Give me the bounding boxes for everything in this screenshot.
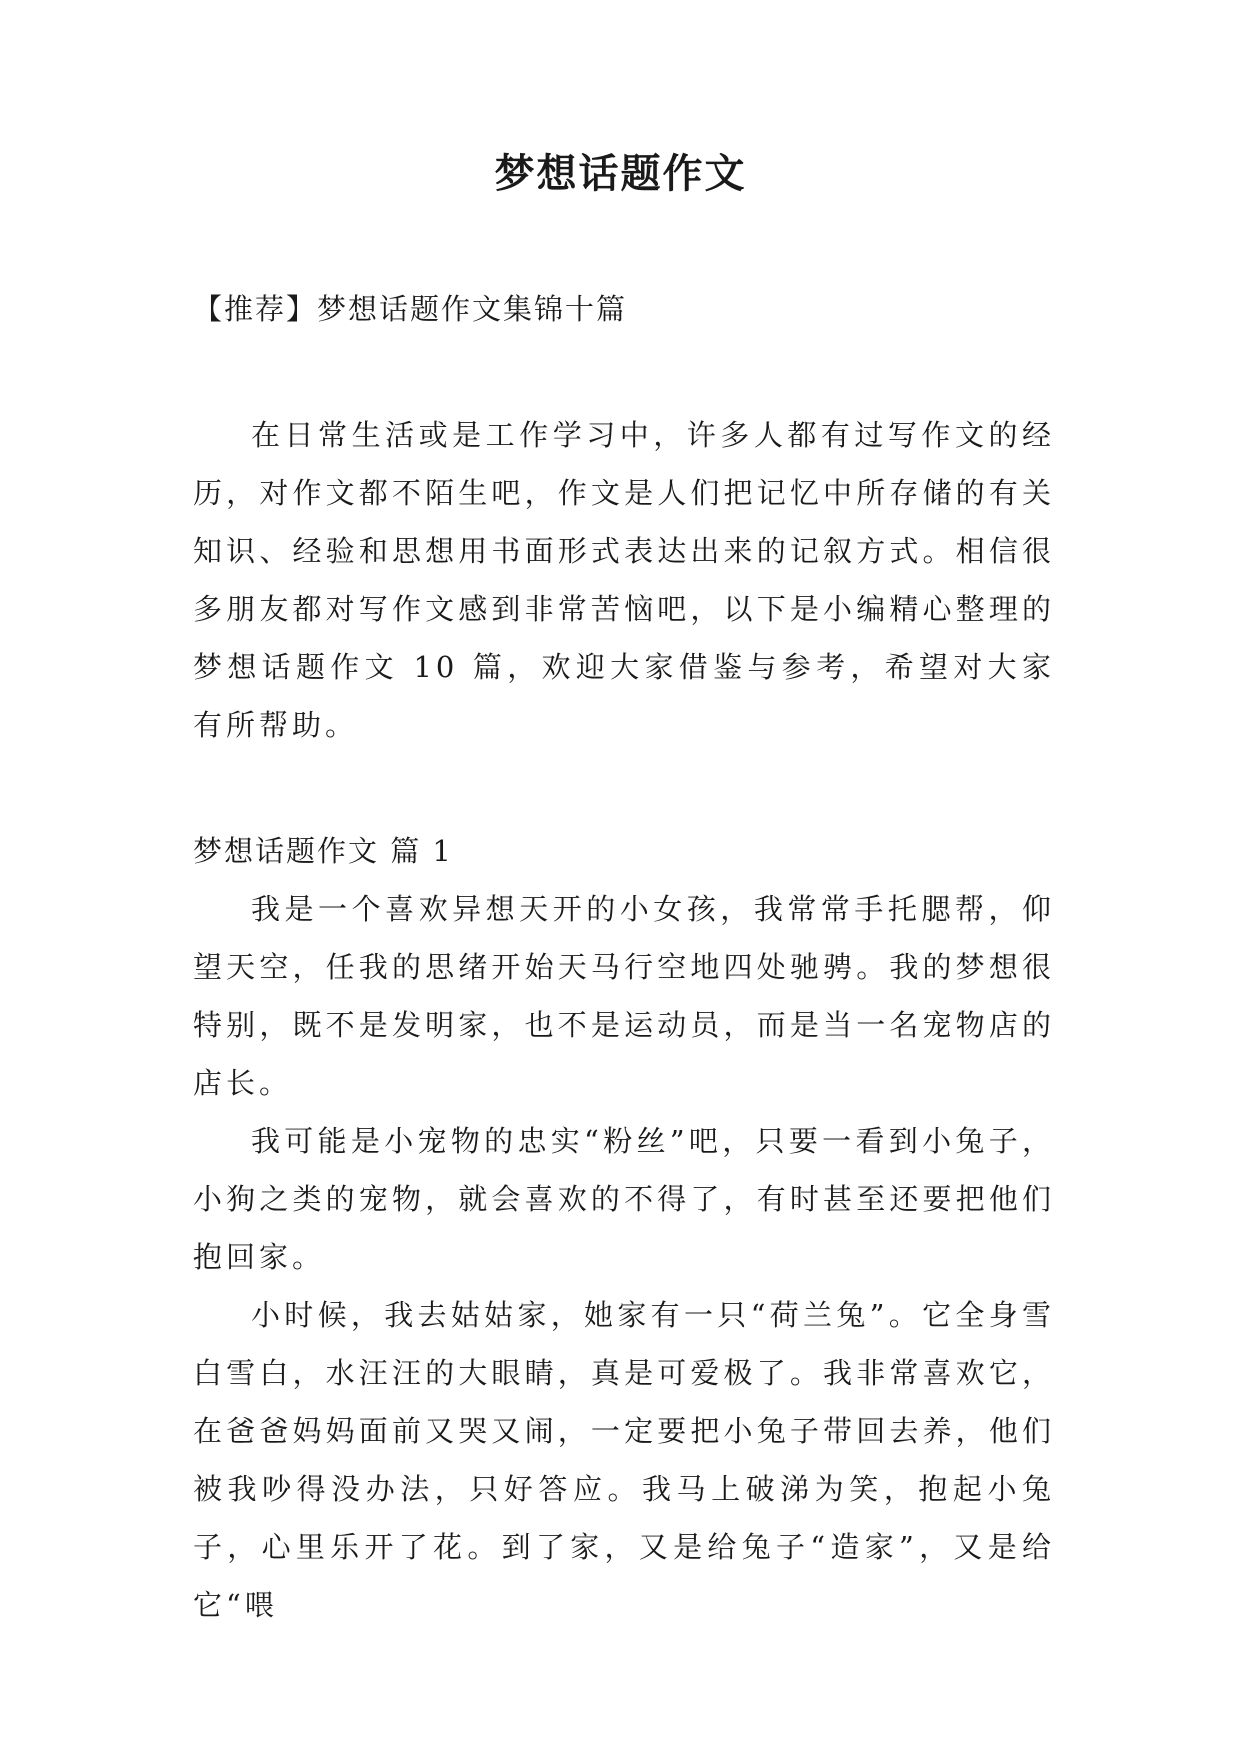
body-paragraph: 我可能是小宠物的忠实“粉丝”吧，只要一看到小兔子，小狗之类的宠物，就会喜欢的不得了，有时甚至还要把他们抱回家。 (193, 1124, 1055, 1274)
body-paragraph: 我是一个喜欢异想天开的小女孩，我常常手托腮帮，仰望天空，任我的思绪开始天马行空地四处驰骋。我的梦想很特别，既不是发明家，也不是运动员，而是当一名宠物店的店长。 (193, 892, 1055, 1100)
document-body (193, 280, 1055, 1634)
intro-paragraph: 在日常生活或是工作学习中，许多人都有过写作文的经历，对作文都不陌生吧，作文是人们把记忆中所存储的有关知识、经验和思想用书面形式表达出来的记叙方式。相信很多朋友都对写作文感到非常苦恼吧，以下是小编精心整理的梦想话题作文 10 篇，欢迎大家借鉴与参考，希望对大家有所帮助。 (193, 418, 1055, 742)
document-title: 梦想话题作文 (494, 150, 747, 197)
body-paragraph: 小时候，我去姑姑家，她家有一只“荷兰兔”。它全身雪白雪白，水汪汪的大眼睛，真是可爱极了。我非常喜欢它，在爸爸妈妈面前又哭又闹，一定要把小兔子带回去养，他们被我吵得没办法，只好答应。我马上破涕为笑，抱起小兔子，心里乐开了花。到了家，又是给兔子“造家”，又是给它“喂 (193, 1298, 1055, 1622)
document-subtitle: 【推荐】梦想话题作文集锦十篇 (193, 292, 628, 326)
section-heading: 梦想话题作文 篇 1 (193, 834, 453, 868)
